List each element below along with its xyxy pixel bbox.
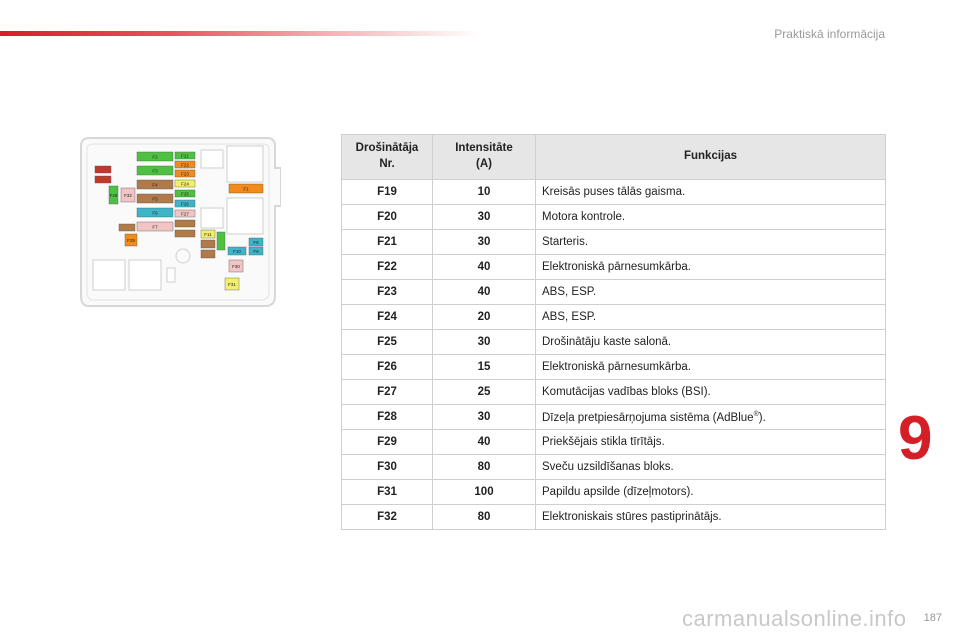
fuse-function: Elektroniskais stūres pastiprinātājs. [536, 505, 886, 530]
fuse-function: Kreisās puses tālās gaisma. [536, 180, 886, 205]
table-row [342, 405, 886, 430]
relay-block [227, 198, 263, 234]
fuse-number: F32 [342, 505, 433, 530]
fuse-number: F29 [342, 430, 433, 455]
fuse-slot [95, 166, 111, 173]
fuse-slot [175, 230, 195, 237]
fuse-amps: 40 [433, 255, 536, 280]
table-row [342, 255, 886, 280]
fuse-label: F8 [253, 240, 259, 245]
fuse-number: F19 [342, 180, 433, 205]
fuse-amps: 20 [433, 305, 536, 330]
fuse-function: ABS, ESP. [536, 280, 886, 305]
page-number: 187 [923, 612, 942, 624]
fuse-function: Papildu apsilde (dīzeļmotors). [536, 480, 886, 505]
fuse-amps: 30 [433, 230, 536, 255]
fuse-label: F4 [152, 182, 158, 188]
fuse-number: F28 [342, 405, 433, 430]
fuse-slot [201, 240, 215, 248]
relay-block [129, 260, 161, 290]
fuse-label: F1 [243, 186, 249, 192]
fuse-number: F26 [342, 355, 433, 380]
col-header-fuse-no: Drošinātāja Nr. [342, 135, 433, 180]
fuse-amps: 30 [433, 405, 536, 430]
table-row [342, 380, 886, 405]
table-row [342, 505, 886, 530]
relay-block [93, 260, 125, 290]
fuse-amps: 30 [433, 205, 536, 230]
fuse-number: F21 [342, 230, 433, 255]
section-title: Praktiskā informācija [774, 27, 885, 41]
chapter-number: 9 [898, 404, 933, 473]
fuse-slot [201, 250, 215, 258]
fuse-amps: 40 [433, 280, 536, 305]
fuse-label: F6 [152, 210, 158, 216]
fuse-number: F25 [342, 330, 433, 355]
fuse-number: F31 [342, 480, 433, 505]
fuse-slot [175, 220, 195, 227]
fuse-amps: 100 [433, 480, 536, 505]
col-header-functions: Funkcijas [536, 135, 886, 180]
fuse-slot [95, 176, 111, 183]
table-row [342, 205, 886, 230]
fuse-function: Starteris. [536, 230, 886, 255]
fuse-label: F7 [152, 224, 158, 230]
fuse-table [341, 134, 886, 530]
fuse-function: ABS, ESP. [536, 305, 886, 330]
fuse-label: F24 [181, 181, 189, 187]
table-row [342, 180, 886, 205]
fuse-amps: 15 [433, 355, 536, 380]
table-row [342, 455, 886, 480]
fuse-label: F29 [127, 238, 135, 243]
fuse-label: F25 [181, 191, 189, 197]
fuse-label: F23 [181, 171, 189, 177]
fuse-number: F23 [342, 280, 433, 305]
relay-block [227, 146, 263, 182]
fuse-label: F9 [253, 249, 259, 254]
fuse-number: F22 [342, 255, 433, 280]
fuse-label: F21 [181, 153, 189, 159]
col-header-intensity: Intensitāte (A) [433, 135, 536, 180]
table-row [342, 480, 886, 505]
fuse-amps: 10 [433, 180, 536, 205]
table-row [342, 430, 886, 455]
relay-block [201, 150, 223, 168]
fuse-amps: 25 [433, 380, 536, 405]
fuse-label: F11 [204, 232, 212, 237]
fuse-slot [119, 224, 135, 231]
watermark: carmanualsonline.info [682, 606, 907, 631]
relay-block [201, 208, 223, 228]
fuse-number: F24 [342, 305, 433, 330]
table-row [342, 330, 886, 355]
fuse-number: F30 [342, 455, 433, 480]
fuse-label: F27 [181, 211, 189, 217]
fuse-function: Priekšējais stikla tīrītājs. [536, 430, 886, 455]
fuse-label: F3 [152, 168, 158, 174]
fuse-box-diagram [77, 136, 281, 308]
table-row [342, 305, 886, 330]
fuse-function: Sveču uzsildīšanas bloks. [536, 455, 886, 480]
fuse-number: F27 [342, 380, 433, 405]
fuse-label: F32 [124, 193, 132, 198]
terminal-post [167, 268, 175, 282]
fuse-function: Drošinātāju kaste salonā. [536, 330, 886, 355]
table-row [342, 230, 886, 255]
fuse-function: Elektroniskā pārnesumkārba. [536, 255, 886, 280]
fuse-label: F5 [152, 196, 158, 202]
fuse-label: F10 [233, 249, 241, 254]
fuse-amps: 80 [433, 505, 536, 530]
fuse-label: F2 [152, 154, 158, 160]
fuse-function: Elektroniskā pārnesumkārba. [536, 355, 886, 380]
table-header-row [342, 135, 886, 180]
fuse-label: F28 [109, 193, 118, 198]
table-row [342, 280, 886, 305]
fuse-label: F31 [228, 282, 236, 287]
fuse-function: Motora kontrole. [536, 205, 886, 230]
fuse-number: F20 [342, 205, 433, 230]
fuse-amps: 30 [433, 330, 536, 355]
fuse-label: F30 [232, 264, 240, 269]
fuse-function: Dīzeļa pretpiesārņojuma sistēma (AdBlue®). [536, 405, 886, 430]
fuse-amps: 80 [433, 455, 536, 480]
fuse-function: Komutācijas vadības bloks (BSI). [536, 380, 886, 405]
fuse-label: F26 [181, 201, 189, 207]
fuse-label: F22 [181, 162, 189, 168]
table-row [342, 355, 886, 380]
header-accent-bar [0, 31, 480, 36]
fuse-amps: 40 [433, 430, 536, 455]
fuse-slot [217, 232, 225, 250]
